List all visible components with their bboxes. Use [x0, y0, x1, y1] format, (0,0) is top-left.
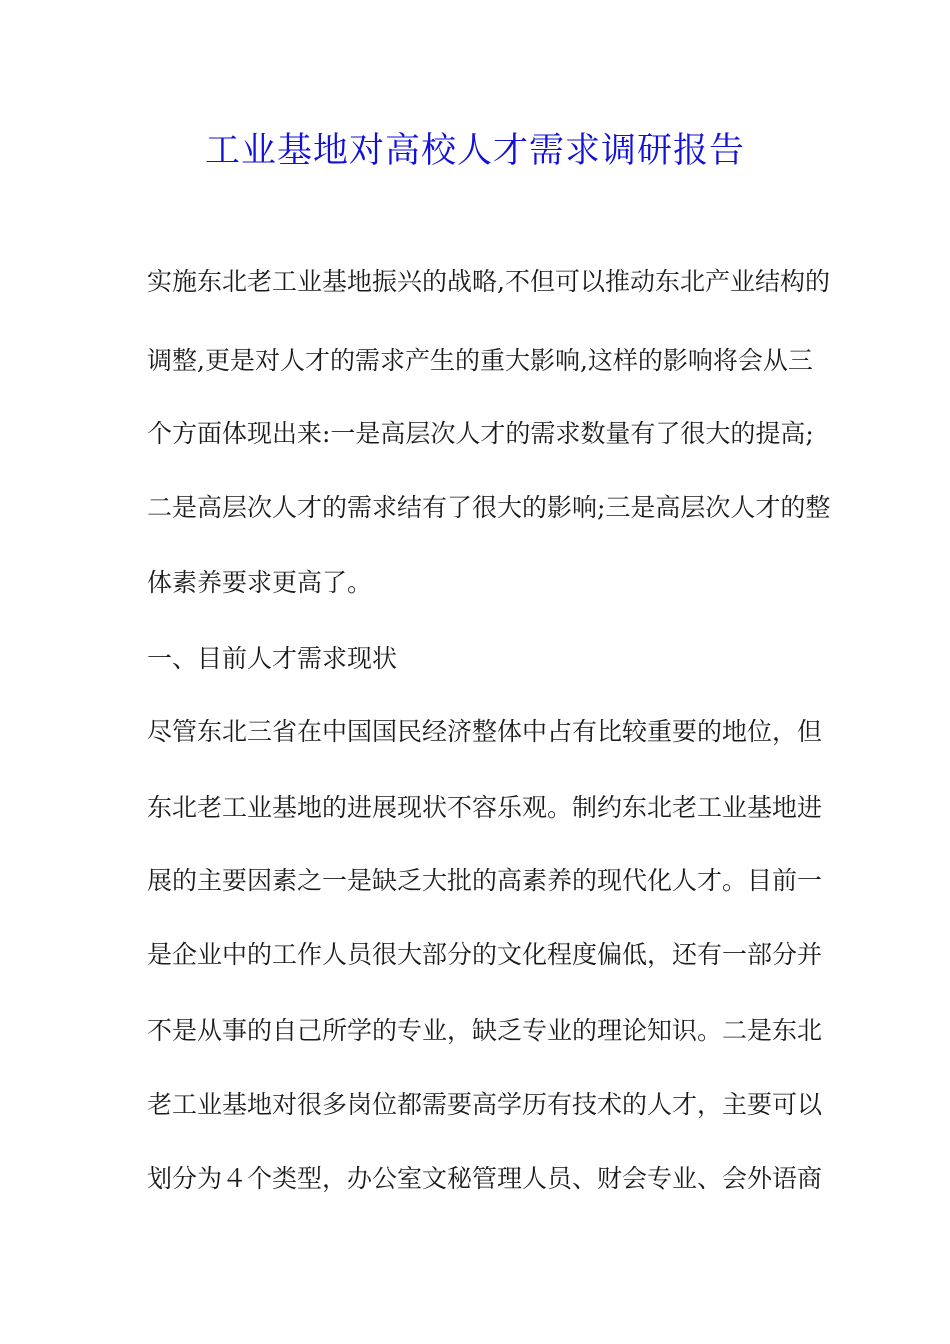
- body-line-11: 老工业基地对很多岗位都需要高学历有技术的人才，主要可以: [147, 1090, 823, 1119]
- body-line-8: 展的主要因素之一是缺乏大批的高素养的现代化人才。目前一: [147, 866, 823, 895]
- section-heading-1: 一、目前人才需求现状: [147, 644, 398, 673]
- body-line-2: 调整,更是对人才的需求产生的重大影响,这样的影响将会从三: [147, 346, 813, 375]
- body-line-12: 划分为４个类型，办公室文秘管理人员、财会专业、会外语商: [147, 1164, 823, 1193]
- body-line-1: 实施东北老工业基地振兴的战略,不但可以推动东北产业结构的: [147, 267, 830, 296]
- body-line-4: 二是高层次人才的需求结有了很大的影响;三是高层次人才的整: [147, 493, 831, 522]
- body-line-5: 体素养要求更高了。: [147, 568, 373, 597]
- body-line-6: 尽管东北三省在中国国民经济整体中占有比较重要的地位，但: [147, 717, 823, 746]
- document-title: 工业基地对高校人才需求调研报告: [204, 131, 745, 171]
- body-line-3: 个方面体现出来:一是高层次人才的需求数量有了很大的提高;: [147, 419, 814, 448]
- body-line-9: 是企业中的工作人员很大部分的文化程度偏低，还有一部分并: [147, 940, 823, 969]
- body-line-7: 东北老工业基地的进展现状不容乐观。制约东北老工业基地进: [147, 793, 823, 822]
- body-line-10: 不是从事的自己所学的专业，缺乏专业的理论知识。二是东北: [147, 1016, 823, 1045]
